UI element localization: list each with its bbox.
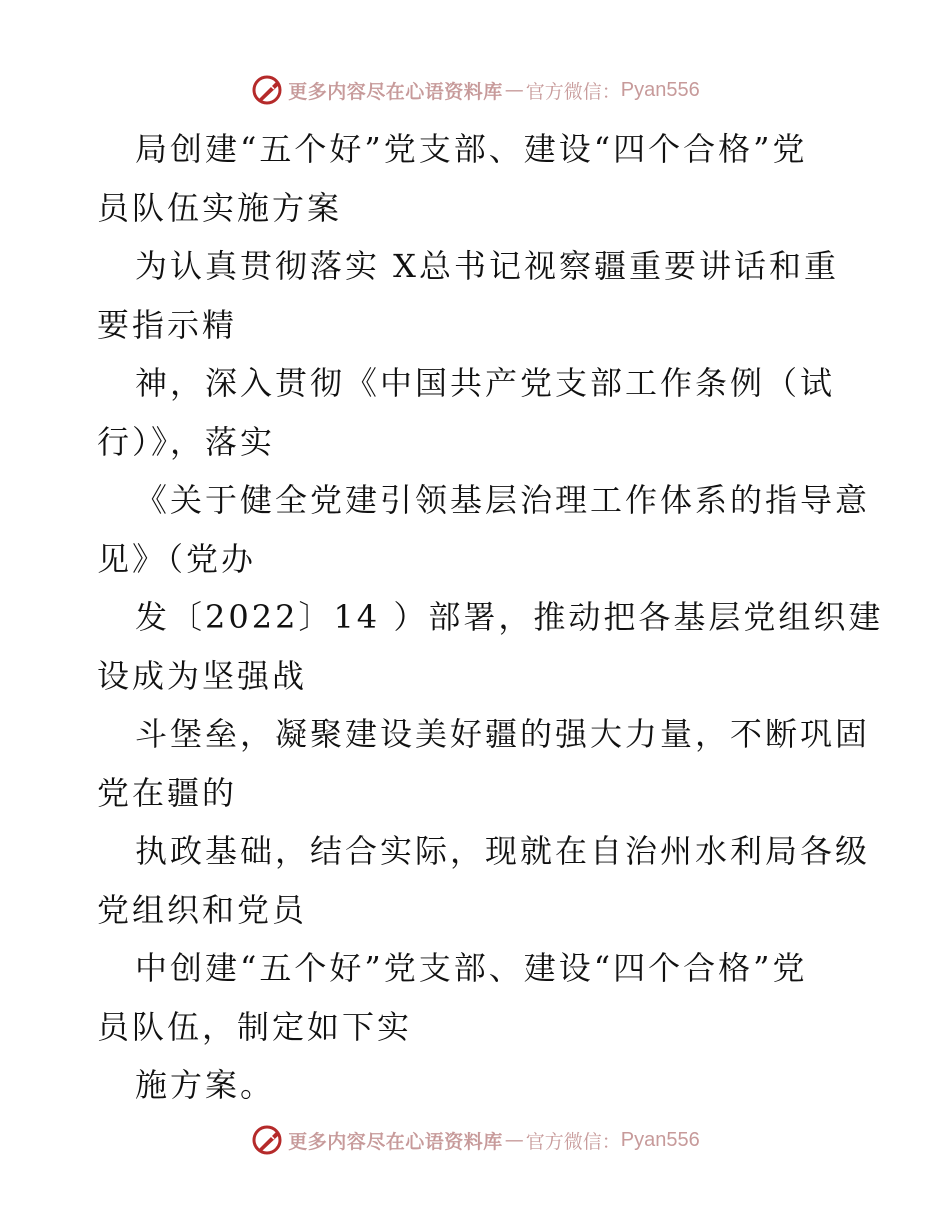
document-line: 《关于健全党建引领基层治理工作体系的指导意 <box>135 481 871 519</box>
document-line: 施方案。 <box>135 1066 276 1104</box>
document-line: 执政基础，结合实际，现就在自治州水利局各级 <box>135 832 871 870</box>
document-line: 斗堡垒，凝聚建设美好疆的强大力量，不断巩固 <box>135 715 871 753</box>
footer-watermark <box>0 1120 950 1160</box>
document-line: 中创建“五个好”党支部、建设“四个合格”党 <box>135 949 808 987</box>
document-line: 员队伍实施方案 <box>97 188 343 227</box>
quill-logo-icon <box>250 73 284 107</box>
watermark-text: 更多内容尽在心语资料库 <box>288 80 503 103</box>
watermark-text: 更多内容尽在心语资料库 <box>288 1130 503 1153</box>
watermark-label: 官方微信： <box>525 80 621 103</box>
document-line: 神，深入贯彻《中国共产党支部工作条例（试 <box>135 364 836 402</box>
document-line: 为认真贯彻落实 X总书记视察疆重要讲话和重 <box>135 247 839 285</box>
watermark-separator: — <box>504 1129 524 1151</box>
document-line: 行）》，落实 <box>97 422 276 461</box>
document-body <box>97 120 884 1115</box>
document-line: 党组织和党员 <box>97 890 308 929</box>
document-line: 发〔2022〕14 ）部署，推动把各基层党组织建 <box>135 598 884 636</box>
watermark-label: 官方微信： <box>525 1130 621 1153</box>
document-line: 局创建“五个好”党支部、建设“四个合格”党 <box>135 130 808 168</box>
document-line: 设成为坚强战 <box>97 656 308 695</box>
watermark-id: Pyan556 <box>620 1128 700 1151</box>
quill-logo-icon <box>250 1123 284 1157</box>
document-line: 见》（党办 <box>97 539 257 578</box>
document-line: 要指示精 <box>97 305 238 344</box>
watermark-separator: — <box>504 79 524 101</box>
watermark-id: Pyan556 <box>620 78 700 101</box>
document-line: 党在疆的 <box>97 773 238 812</box>
document-line: 员队伍，制定如下实 <box>97 1007 413 1046</box>
header-watermark <box>0 70 950 110</box>
